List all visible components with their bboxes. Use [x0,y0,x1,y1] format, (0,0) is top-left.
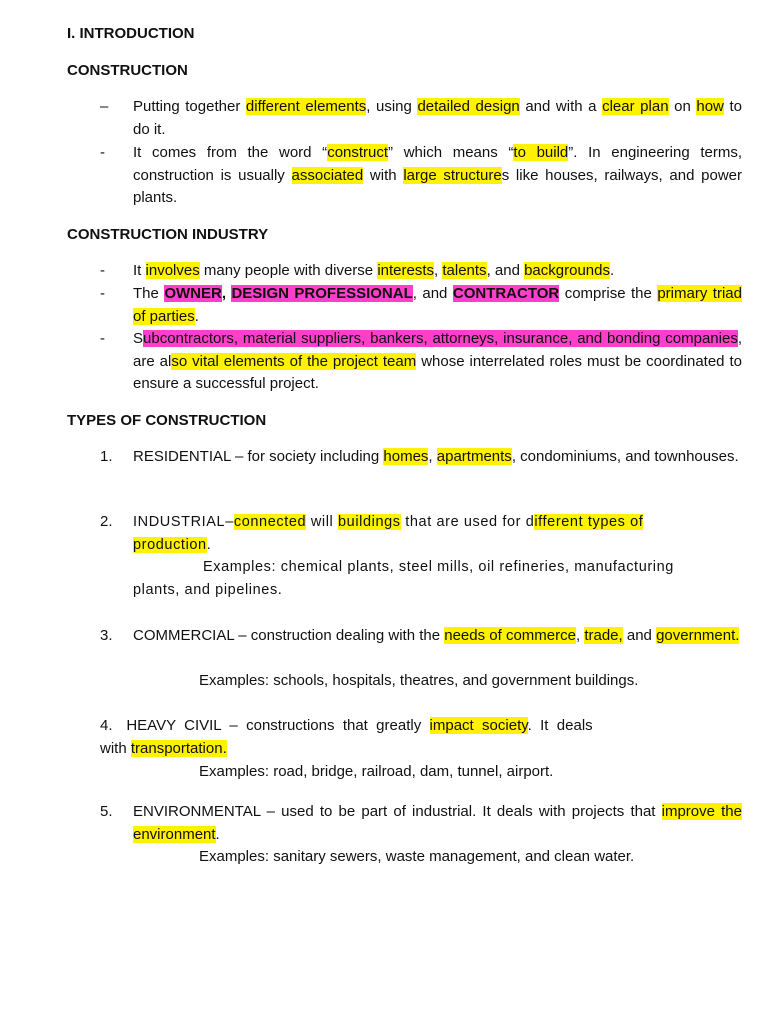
construction-bullet-2: It comes from the word “construct” which means “to build”. In engineering terms, construction is usually associated with large structures like houses, railways, and power plants. [133,144,743,206]
highlight: backgrounds [524,262,610,279]
highlight: buildings [338,514,401,530]
highlight: associated [291,166,364,184]
highlight: primary triad of parties [133,285,742,325]
list-marker: - [100,330,105,347]
highlight: apartments [436,448,512,465]
construction-bullet-1: Putting together different elements, using detailed design and with a clear plan on how to do it. [133,98,742,138]
highlight: different elements [245,98,367,115]
type-2-examples-line-1: Examples: chemical plants, steel mills, oil refineries, manufacturing [203,559,674,575]
highlight: how [696,98,724,115]
highlight: detailed design [417,98,520,115]
highlight: OWNER [164,285,222,302]
highlight: ifferent types of production [133,514,644,553]
highlight: so vital elements of the project team [171,352,417,370]
type-2-examples-line-2: plants, and pipelines. [133,582,283,598]
highlight: needs of commerce [444,627,576,644]
type-item-4-line-2: with transportation. [100,740,227,757]
highlight: clear plan [602,98,669,115]
highlight: transportation. [130,740,227,757]
list-marker: 3. [100,627,113,644]
list-marker: – [100,98,109,115]
intro-heading: I. INTRODUCTION [67,25,195,42]
highlight: improve the environment [133,803,742,843]
highlight: construct [327,144,389,161]
highlight: impact society [429,717,528,734]
type-5-examples: Examples: sanitary sewers, waste management, and clean water. [199,848,635,865]
highlight: to build [513,144,569,161]
highlight: talents [442,262,487,279]
type-item-1: RESIDENTIAL – for society including homes, apartments, condominiums, and townhouses. [133,448,739,465]
list-marker: - [100,144,105,161]
highlight: interests [377,262,435,279]
industry-bullet-2: The OWNER, DESIGN PROFESSIONAL, and CONTRACTOR comprise the primary triad of parties. [133,285,742,325]
highlight: government. [656,627,740,644]
highlight: CONTRACTOR [452,285,560,302]
type-4-examples: Examples: road, bridge, railroad, dam, tunnel, airport. [199,763,554,780]
type-item-2: INDUSTRIAL–connected will buildings that are used for different types of production. [133,514,644,553]
highlight: trade, [584,627,623,644]
industry-heading: CONSTRUCTION INDUSTRY [67,226,269,243]
list-marker: 1. [100,448,113,465]
list-marker: - [100,262,105,279]
list-marker: 2. [100,513,113,530]
highlight: large structure [403,166,502,184]
type-item-5: ENVIRONMENTAL – used to be part of industrial. It deals with projects that improve the environment. [133,803,742,843]
list-marker: 5. [100,803,113,820]
list-marker: - [100,285,105,302]
type-3-examples: Examples: schools, hospitals, theatres, and government buildings. [199,672,639,689]
construction-heading: CONSTRUCTION [67,62,188,79]
industry-bullet-3: Subcontractors, material suppliers, bankers, attorneys, insurance, and bonding companies, are also vital elements of the project team whose interrelated roles must be coordinated to ensure a successful project. [133,330,742,392]
type-item-3: COMMERCIAL – construction dealing with the needs of commerce, trade, and government. [133,627,740,644]
types-heading: TYPES OF CONSTRUCTION [67,412,267,429]
type-item-4-line-1: HEAVY CIVIL – constructions that greatly impact society. It deals [118,717,593,734]
highlight: involves [145,262,200,279]
highlight: homes [383,448,429,465]
highlight: connected [233,514,307,530]
industry-bullet-1: It involves many people with diverse interests, talents, and backgrounds. [133,262,615,279]
highlight: ubcontractors, material suppliers, bankers, attorneys, insurance, and bonding companies [143,330,738,347]
list-marker: 4. [100,717,113,734]
highlight: DESIGN PROFESSIONAL [231,285,413,302]
